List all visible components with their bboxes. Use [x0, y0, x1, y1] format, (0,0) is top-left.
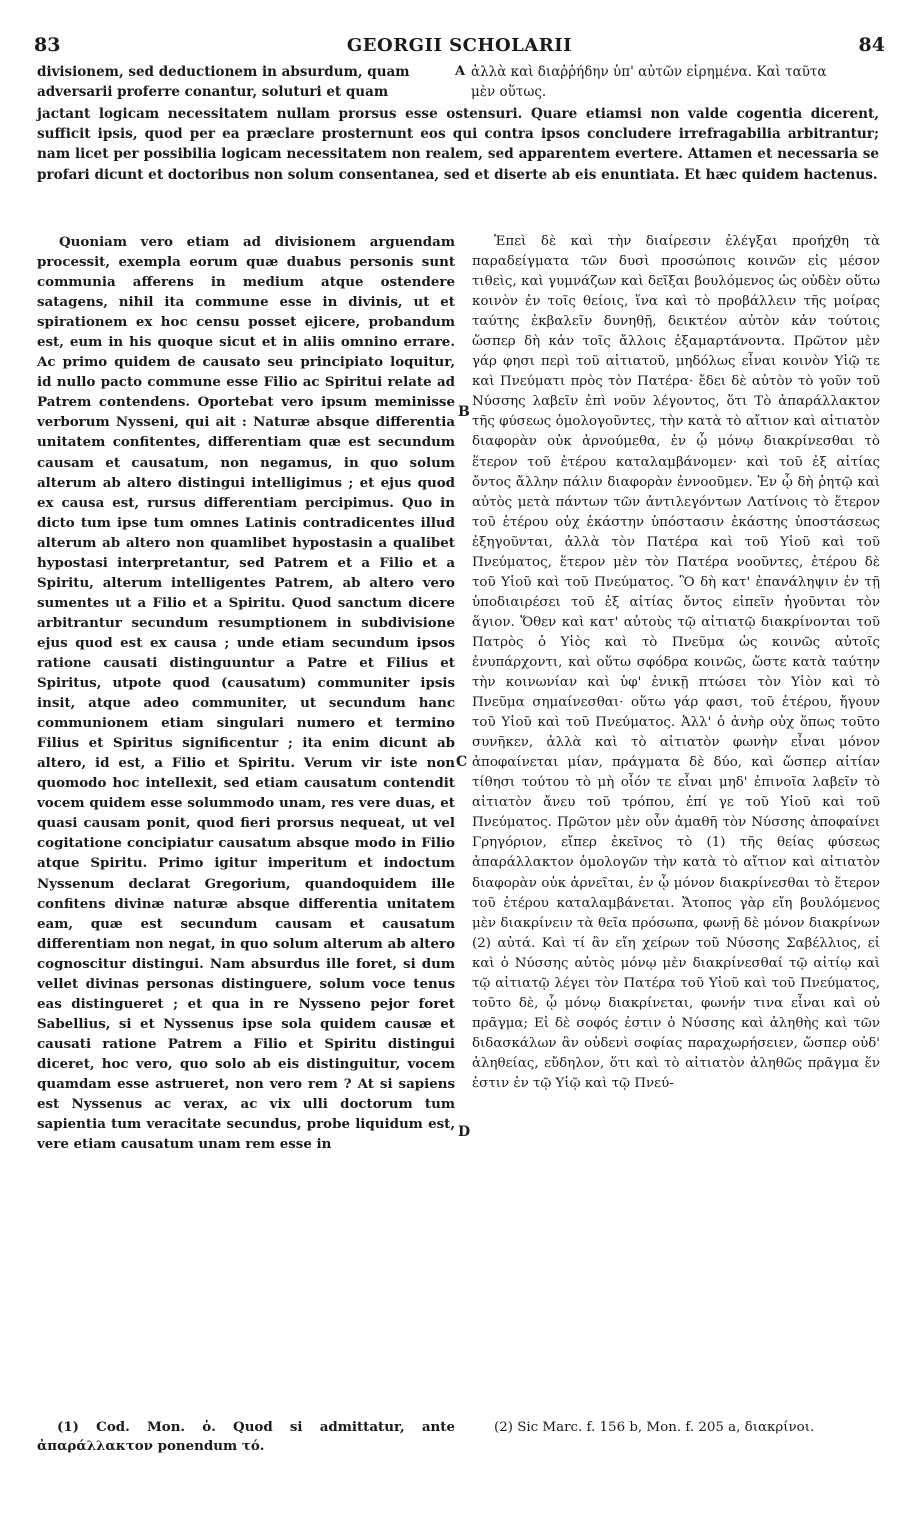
- margin-mark-c: C: [456, 754, 468, 770]
- margin-mark-b: B: [458, 404, 470, 420]
- latin-paragraph: Quoniam vero etiam ad divisionem arguendam processit, exempla eorum quæ duabus personis sunt communia afferens in medium atque ostendere satagens, nihil ita commune esse in divinis, ut et spirationem ex hoc censu posset ejicere, probandum est, eum in his quoque sicut et in aliis omnino errare. Ac primo quidem de causato seu principiato loquitur, id nullo pacto commune esse Filio ac Spiritui relate ad Patrem contendens. Oportebat vero ipsum meminisse verborum Nysseni, qui ait : Naturæ absque differentia unitatem confitentes, differentiam quæ est secundum causam et causatum, non negamus, in quo solum alterum ab altero distingui intelligimus ; et ejus quod ex causa est, rursus differentiam percipimus. Quo in dicto tum ipse tum omnes Latinis contradicentes illud alterum ab altero non quamlibet hypostasin a qualibet hypostasi interpretantur, sed Patrem et a Filio et a Spiritu, alterum intelligentes Patrem, ab altero vero sumentes ut a Filio et a Spiritu. Quod sanctum dicere arbitrantur secundum resumptionem in subdivisione ejus quod est ex causa ; unde etiam secundum ipsos ratione causati distinguuntur a Patre et Filius et Spiritus, utpote quod (causatum) communiter ipsis insit, atque adeo communiter, ut secundum hanc communionem etiam singulari numero et termino Filius et Spiritus significentur ; ita enim dicunt ab altero, id est, a Filio et Spiritu. Verum vir iste non quomodo hoc intellexit, sed etiam causatum contendit vocem quidem esse solummodo unam, res vere duas, et quasi causam ponit, quod fieri prorsus nequeat, ut vel cogitatione concipiatur causatum absque modo in Filio atque Spiritu. Primo igitur imperitum et indoctum Nyssenum declarat Gregorium, quandoquidem ille confitens divinæ naturæ absque differentia unitatem eam, quæ est secundum causam et causatum differentiam non negat, in quo solum alterum ab altero cognoscitur distingui. Nam absurdus ille foret, si dum vellet divinas personas distinguere, solum voce tenus eas distingueret ; et qua in re Nysseno pejor foret Sabellius, si et Nyssenus ipse sola quidem causæ et causati ratione Patrem a Filio et Spiritu distingui diceret, hoc vero, quo solo ab eis distinguitur, vocem quamdam esse astrueret, non vero rem ? At si sapiens est Nyssenus ac verax, ac vix ulli doctorum tum sapientia tum veracitate secundus, probe liquidum est, vere etiam causatum unam rem esse in: [37, 234, 455, 1153]
- latin-line: divisionem, sed deductionem in absurdum, quam: [37, 64, 410, 80]
- top-line-2: [37, 82, 877, 102]
- margin-mark-a: A: [455, 64, 466, 79]
- margin-mark-d: D: [458, 1124, 471, 1140]
- latin-line: adversarii proferre conantur, soluturi et quam: [37, 84, 389, 100]
- greek-line: ἀλλὰ καὶ διαῤῥήδην ὑπ' αὐτῶν εἰρημένα. Καὶ ταῦτα: [471, 64, 827, 80]
- full-width-paragraph: jactant logicam necessitatem nullam prorsus esse ostensuri. Quare etiamsi non valde cogentia dicerent, sufficit ipsis, quod per ea præclare prosternunt eos qui contra ipsos concludere irrefragabilia arbitrantur; nam licet per possibilia logicam necessitatem non realem, sed apparentem evertere. Attamen et necessaria se profari dicunt et doctoribus non solum consentanea, sed et diserte ab eis enuntiata. Et hæc quidem hactenus.: [37, 106, 879, 183]
- greek-paragraph: Ἐπεὶ δὲ καὶ τὴν διαίρεσιν ἐλέγξαι προήχθη τὰ παραδείγματα τῶν δυσὶ προσώποις κοινῶν εἰς μέσον τιθεὶς, καὶ γυμνάζων καὶ δεῖξαι βουλόμενος ὡς οὐδὲν οὕτω κοινὸν ἐν τοῖς θείοις, ἵνα καὶ τὸ προβάλλειν τῆς μοίρας ταύτης ἐκβαλεῖν δυνηθῇ, δεικτέον αὐτὸν κἀν τούτοις ὥσπερ δὴ κἀν τοῖς ἄλλοις ἐξαμαρτάνοντα. Πρῶτον μὲν γάρ φησι περὶ τοῦ αἰτιατοῦ, μηδόλως εἶναι κοινὸν Υἱῷ τε καὶ Πνεύματι πρὸς τὸν Πατέρα· ἔδει δὲ αὐτὸν τὸ γοῦν τοῦ Νύσσης λαβεῖν ἐπὶ νοῦν λέγοντος, ὅτι Τὸ ἀπαράλλακτον τῆς φύσεως ὁμολογοῦντες, τὴν κατὰ τὸ αἴτιον καὶ αἰτιατὸν διαφορὰν οὐκ ἀρνούμεθα, ἐν ᾧ μόνῳ διακρίνεσθαι τὸ ἕτερον τοῦ ἑτέρου καταλαμβάνομεν· καὶ τοῦ ἐξ αἰτίας ὄντος ἄλλην πάλιν διαφορὰν ἐννοοῦμεν. Ἐν ᾧ δὴ ῥητῷ καὶ αὐτὸς μετὰ πάντων τῶν ἀντιλεγόντων Λατίνοις τὸ ἕτερον τοῦ ἑτέρου οὐχ ἑκάστην ὑπόστασιν ἑκάστης ὑποστάσεως ἐξηγοῦνται, ἀλλὰ τὸν Πατέρα καὶ τοῦ Υἱοῦ καὶ τοῦ Πνεύματος, ἕτερον μὲν τὸν Πατέρα νοοῦντες, ἑτέρου δὲ τοῦ Υἱοῦ καὶ τοῦ Πνεύματος. Ὃ δὴ κατ' ἐπανάληψιν ἐν τῇ ὑποδιαιρέσει τοῦ ἐξ αἰτίας ὄντος εἰπεῖν ἡγοῦνται τὸν ἅγιον. Ὅθεν καὶ κατ' αὐτοὺς τῷ αἰτιατῷ διακρίνονται τοῦ Πατρὸς ὁ Υἱὸς καὶ τὸ Πνεῦμα ὡς κοινῶς αὐτοῖς ἐνυπάρχοντι, καὶ οὕτω σφόδρα κοινῶς, ὥστε κατὰ ταύτην τὴν κοινωνίαν καὶ ὑφ' ἑνικῇ πτώσει τὸν Υἱὸν καὶ τὸ Πνεῦμα σημαίνεσθαι· οὕτω γάρ φασι, τοῦ ἑτέρου, ἤγουν τοῦ Υἱοῦ καὶ τοῦ Πνεύματος. Ἀλλ' ὁ ἀνὴρ οὐχ ὅπως τοῦτο συνῆκεν, ἀλλὰ καὶ τὸ αἰτιατὸν φωνὴν εἶναι μόνον ἀποφαίνεται μίαν, πράγματα δὲ δύο, καὶ ὥσπερ αἰτίαν τίθησι τούτου τὸ μὴ οἷόν τε εἶναι μηδ' ἐπινοῖα λαβεῖν τὸ αἰτιατὸν ἄνευ τοῦ τρόπου, ἐπί γε τοῦ Υἱοῦ καὶ τοῦ Πνεύματος. Πρῶτον μὲν οὖν ἀμαθῆ τὸν Νύσσης ἀποφαίνει Γρηγόριον, εἴπερ ἐκεῖνος τὸ (1) τῆς θείας φύσεως ἀπαράλλακτον ὁμολογῶν τὴν κατὰ τὸ αἴτιον καὶ αἰτιατὸν διαφορὰν οὐκ ἀρνεῖται, ἐν ᾧ μόνον διακρίνεσθαι τὸ ἕτερον τοῦ ἑτέρου καταλαμβάνεται. Ἄτοπος γὰρ εἴη βουλόμενος μὲν διακρίνειν τὰ θεῖα πρόσωπα, φωνῇ δὲ μόνον διακρίνων (2) αὐτά. Καὶ τί ἂν εἴη χείρων τοῦ Νύσσης Σαβέλλιος, εἰ καὶ ὁ Νύσσης αὐτὸς μόνῳ μὲν διακρίνεσθαί τῷ αἰτίῳ καὶ τῷ αἰτιατῷ λέγει τὸν Πατέρα τοῦ Υἱοῦ καὶ τοῦ Πνεύματος, τοῦτο δὲ, ᾧ μόνῳ διακρίνεται, φωνήν τινα εἶναι καὶ οὐ πρᾶγμα; Εἰ δὲ σοφός ἐστιν ὁ Νύσσης καὶ ἀληθὴς καὶ τῶν διδασκάλων ἂν οὐδενὶ σοφίας παραχωρήσειεν, ὥσπερ οὐδ' ἀληθείας, εὔδηλον, ὅτι καὶ τὸ αἰτιατὸν ἀληθῶς πρᾶγμα ἕν ἐστιν ἐν τῷ Υἱῷ καὶ τῷ Πνεύ-: [472, 234, 880, 1091]
- footnote-right: (2) Sic Marc. f. 156 b, Mon. f. 205 a, διακρίνοι.: [494, 1420, 815, 1435]
- latin-column: [37, 232, 455, 1412]
- running-title: GEORGII SCHOLARII: [346, 35, 573, 56]
- page-number-right: 84: [858, 34, 885, 56]
- footnote-left: (1) Cod. Mon. ὁ. Quod si admittatur, ante ἀπαράλλακτον ponendum τό.: [37, 1419, 455, 1454]
- top-line-1: [37, 62, 877, 82]
- greek-line: μὲν οὕτως.: [471, 84, 547, 100]
- page-number-left: 83: [34, 34, 61, 56]
- greek-column: [472, 232, 880, 1412]
- running-header: [34, 34, 885, 58]
